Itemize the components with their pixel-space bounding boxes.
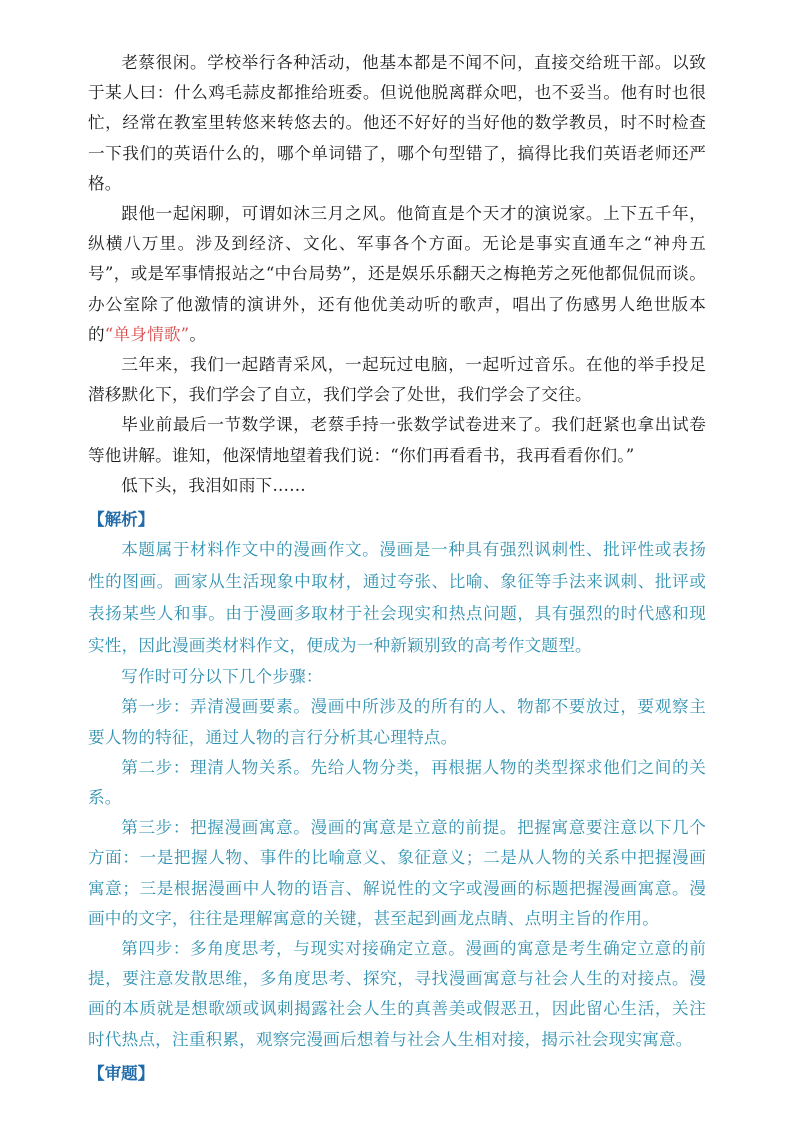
analysis-paragraph: 写作时可分以下几个步骤：	[121, 667, 323, 687]
document-page	[88, 48, 706, 1088]
analysis-paragraph: 第一步：弄清漫画要素。漫画中所涉及的所有的人、物都不要放过，要观察主要人物的特征，通过人物的言行分析其心理特点。	[88, 697, 706, 747]
essay-text: 跟他一起闲聊，可谓如沐三月之风。他简直是个天才的演说家。上下五千年，纵横八万里。涉及到经济、文化、军事各个方面。无论是事实直通车之“神舟五号”，或是军事情报站之“中台局势”，还是娱乐乐翻天之梅艳芳之死他都侃侃而谈。办公室除了他激情的演讲外，还有他优美动听的歌声，唱出了伤感男人绝世版本的	[88, 204, 706, 344]
review-heading: 【审题】	[88, 1062, 155, 1083]
song-title-highlight: “单身情歌”	[104, 324, 190, 344]
analysis-section	[88, 534, 706, 1055]
essay-section	[88, 48, 706, 501]
essay-paragraph: 三年来，我们一起踏青采风，一起玩过电脑，一起听过音乐。在他的举手投足潜移默化下，我们学会了自立，我们学会了处世，我们学会了交往。	[88, 355, 706, 405]
essay-paragraph: 老蔡很闲。学校举行各种活动，他基本都是不闻不问，直接交给班干部。以致于某人曰：什么鸡毛蒜皮都推给班委。但说他脱离群众吧，也不妥当。他有时也很忙，经常在教室里转悠来转悠去的。他还不好好的当好他的数学教员，时不时检查一下我们的英语什么的，哪个单词错了，哪个句型错了，搞得比我们英语老师还严格。	[88, 53, 706, 193]
analysis-paragraph: 第三步：把握漫画寓意。漫画的寓意是立意的前提。把握寓意要注意以下几个方面：一是把握人物、事件的比喻意义、象征意义；二是从人物的关系中把握漫画寓意；三是根据漫画中人物的语言、解说性的文字或漫画的标题把握漫画寓意。漫画中的文字，往往是理解寓意的关键，甚至起到画龙点睛、点明主旨的作用。	[88, 818, 706, 928]
analysis-paragraph: 本题属于材料作文中的漫画作文。漫画是一种具有强烈讽刺性、批评性或表扬性的图画。画家从生活现象中取材，通过夸张、比喻、象征等手法来讽刺、批评或表扬某些人和事。由于漫画多取材于社会现实和热点问题，具有强烈的时代感和现实性，因此漫画类材料作文，便成为一种新颖别致的高考作文题型。	[88, 540, 706, 656]
essay-paragraph: 毕业前最后一节数学课，老蔡手持一张数学试卷进来了。我们赶紧也拿出试卷等他讲解。谁知，他深情地望着我们说：“你们再看看书，我再看看你们。”	[88, 415, 706, 465]
analysis-paragraph: 第四步：多角度思考，与现实对接确定立意。漫画的寓意是考生确定立意的前提，要注意发散思维，多角度思考、探究，寻找漫画寓意与社会人生的对接点。漫画的本质就是想歌颂或讽刺揭露社会人生的真善美或假恶丑，因此留心生活，关注时代热点，注重积累，观察完漫画后想着与社会人生相对接，揭示社会现实寓意。	[88, 939, 706, 1049]
essay-paragraph: 低下头，我泪如雨下……	[121, 475, 306, 495]
analysis-paragraph: 第二步：理清人物关系。先给人物分类，再根据人物的类型探求他们之间的关系。	[88, 757, 706, 808]
essay-paragraph	[88, 199, 706, 350]
essay-text: 。	[189, 324, 207, 344]
analysis-heading: 【解析】	[88, 509, 155, 530]
